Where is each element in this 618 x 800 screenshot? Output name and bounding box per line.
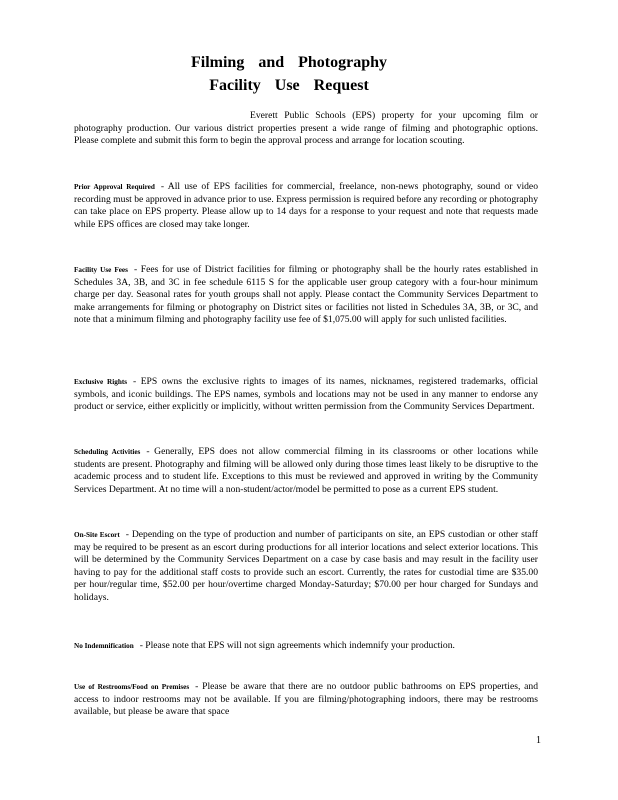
section-onsite-escort xyxy=(74,529,538,605)
section-heading: Use of Restrooms/Food on Premises xyxy=(74,683,190,691)
intro-paragraph: Everett Public Schools (EPS) property for your upcoming film or photography production. Our various district properties present a wide range of filming and photographic options. Please complete and submit this form to begin the approval process and arrange for location scouting. xyxy=(74,110,538,147)
section-text: - Generally, EPS does not allow commercial filming in its classrooms or other locations while students are present. Photography and filming will be allowed only during those times least likely to be disruptive to the academic process and to student life. Exceptions to this must be reviewed and approved in writing by the Community Services Department. At no time will a non-student/actor/model be permitted to pose as a current EPS student. xyxy=(74,446,538,495)
section-heading: Facility Use Fees xyxy=(74,266,128,274)
section-heading: No Indemnification xyxy=(74,642,134,650)
section-text: - Please note that EPS will not sign agreements which indemnify your production. xyxy=(139,640,455,651)
section-heading: Exclusive Rights xyxy=(74,378,128,386)
section-heading: On-Site Escort xyxy=(74,531,120,539)
page-number: 1 xyxy=(536,735,541,746)
document-title-line2: Facility Use Request xyxy=(209,77,369,94)
document-title-line1: Filming and Photography xyxy=(190,54,388,71)
section-text: - All use of EPS facilities for commercial, freelance, non-news photography, sound or video recording must be approved in advance prior to use. Express permission is required before any recording or photography can take place on EPS property. Please allow up to 14 days for a response to your request and note that requests made while EPS offices are closed may take longer. xyxy=(74,181,538,230)
section-heading: Scheduling Activities xyxy=(74,448,141,456)
section-restrooms xyxy=(74,681,538,719)
section-text: - EPS owns the exclusive rights to images of its names, nicknames, registered trademarks, official symbols, and iconic buildings. The EPS names, symbols and locations may not be used in any manner to endorse any product or service, either explicitly or implicitly, without written permission from the Community Services Department. xyxy=(74,376,538,413)
section-text: - Please be aware that there are no outdoor public bathrooms on EPS properties, and access to indoor restrooms may not be available. If you are filming/photographing indoors, there may be restrooms available, but please be aware that space xyxy=(74,681,538,718)
section-exclusive-rights xyxy=(74,376,538,414)
section-heading: Prior Approval Required xyxy=(74,183,155,191)
section-text: - Fees for use of District facilities for filming or photography shall be the hourly rates established in Schedules 3A, 3B, and 3C in fee schedule 6115 S for the applicable user group category with a four-hour minimum charge per day. Seasonal rates for youth groups shall not apply. Please contact the Community Services Department to make arrangements for filming or photography on District sites or facilities not listed in Schedules 3A, 3B, or 3C, and note that a minimum filming and photography facility use fee of $1,075.00 will apply for such unlisted facilities. xyxy=(74,264,539,326)
section-no-indemnification xyxy=(74,640,538,653)
section-facility-fees xyxy=(74,264,538,327)
section-text: - Depending on the type of production and number of participants on site, an EPS custodian or other staff may be required to be present as an escort during productions for all interior locations and select exterior locations. This will be determined by the Community Services Department on a case by case basis and may result in the facility user having to pay for the additional staff costs to provide such an escort. Currently, the rates for custodial time are $35.00 per hour/regular time, $52.00 per hour/overtime charged Monday-Saturday; $70.00 per hour charged for Sundays and holidays. xyxy=(74,529,538,603)
section-prior-approval xyxy=(74,181,538,231)
section-scheduling xyxy=(74,446,538,496)
